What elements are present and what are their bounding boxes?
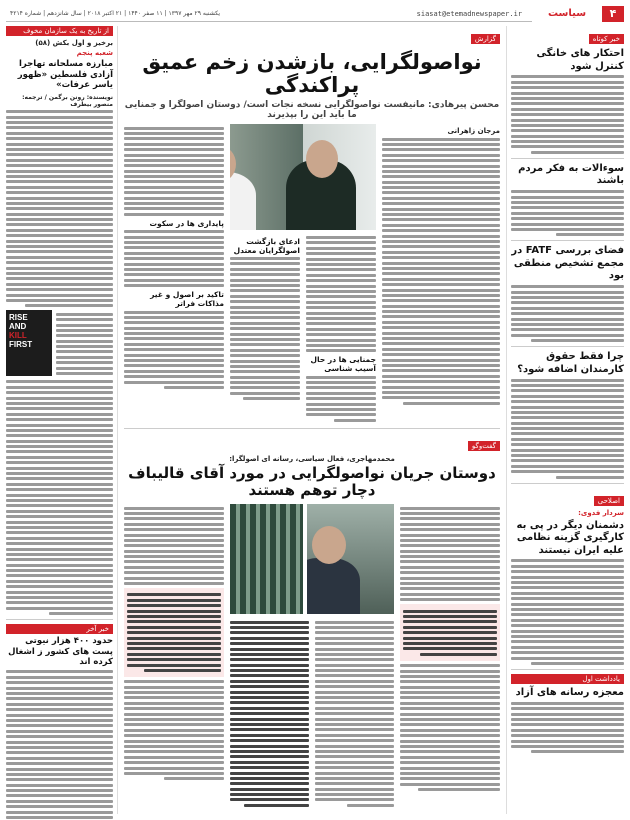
history-kicker: از تاریخ به یک سازمان مخوف [6, 26, 113, 36]
short-news-kicker: خبر کوتاه [589, 34, 624, 44]
book-cover: RISE AND KILL FIRST [6, 310, 52, 376]
book-intro: برخیز و اول بکش (۵۸) [35, 39, 113, 47]
article-text [511, 379, 624, 479]
main-story [124, 124, 500, 424]
salary-headline: چرا فقط حقوق کارمندان اضافه شود؟ [517, 351, 624, 375]
mahajeri-photo [307, 504, 394, 614]
article-text [511, 702, 624, 754]
window-photo [230, 504, 303, 614]
section-label: سیاست [532, 6, 602, 22]
author-credit: نویسنده: رونن برگمن / ترجمه: منصور بیطرف [22, 93, 113, 108]
subhead: تاکید بر اصول و غیر مذاکات فراتر [150, 290, 224, 309]
politicians-photo [230, 124, 376, 230]
fatf-headline: فضای بررسی FATF در مجمع تشخیص منطقی بود [511, 245, 624, 282]
last-news-kicker: خبر آخر [6, 624, 113, 634]
arafat-headline: مبارزه مسلحانه تهاجرا آزادی فلسطین «ظهور یاسر عرفات» [17, 59, 113, 91]
page-number: ۴ [602, 6, 624, 22]
main-subtitle: محسن پیرهادی: مانیفست نواصولگرایی نسخه نجات است/ دوستان اصولگرا و جمنایی ما باید این را بپذیرند [124, 100, 500, 121]
article-text [511, 190, 624, 236]
story-column [230, 234, 300, 425]
story-column [124, 124, 224, 424]
article-text [511, 559, 624, 664]
article-text [511, 75, 624, 153]
free-media-headline: معجزه رسانه های آزاد [515, 686, 624, 698]
site-email[interactable]: siasat@etemadnewspaper.ir [416, 9, 522, 18]
hoarding-headline: احتکار های خانگی کنترل شود [536, 48, 624, 72]
story-column [382, 124, 500, 424]
correction-kicker: اصلاحی [594, 496, 624, 506]
quote-source: سردار فدوی: [578, 508, 624, 517]
interview-byline: محمدمهاجری، فعال سیاسی، رسانه ای اصولگرا: [229, 455, 395, 464]
book-series: شعبه پنجم [76, 49, 113, 57]
first-note-kicker: یادداشت اول [511, 674, 624, 684]
fadavi-headline: دشمنان دیگر در پی به کارگیری گزینه نظامی علیه ایران نیستند [516, 519, 624, 556]
story-column [306, 234, 376, 425]
subhead: ادعای بازگشت اصولگرایان معتدل [233, 236, 300, 255]
interview-story [124, 504, 500, 820]
subhead: جمنایی ها در حال آسیب شناسی [310, 355, 376, 374]
interview-kicker: گفت‌وگو [468, 441, 500, 451]
author-name: مرجان زاهرانی [447, 127, 500, 136]
posts-headline: حدود ۴۰۰ هزار نیوتی پست های کشور ز اشغال کرده اند [8, 636, 113, 668]
report-kicker: گزارش [471, 34, 500, 44]
right-column [506, 26, 624, 814]
left-column [6, 26, 118, 814]
main-headline: نواصولگرایی، بازشدن زخم عمیق پراکندگی [142, 50, 482, 98]
page-header [6, 6, 624, 22]
story-column [400, 504, 500, 820]
article-text [511, 285, 624, 342]
date-line: یکشنبه ۲۹ مهر ۱۳۹۷ | ۱۱ صفر ۱۴۴۰ | ۲۱ اکتبر ۲۰۱۸ | سال شانزدهم | شماره ۴۲۱۴ [10, 10, 221, 17]
center-column [124, 26, 500, 814]
questions-headline: سوءالات به فکر مردم باشند [518, 162, 624, 187]
story-column [124, 504, 224, 820]
interview-headline: دوستان جریان نواصولگرایی در مورد آقای قالیباف دچار توهم هستند [128, 464, 496, 499]
subhead: پایداری ها در سکوت [149, 218, 224, 228]
